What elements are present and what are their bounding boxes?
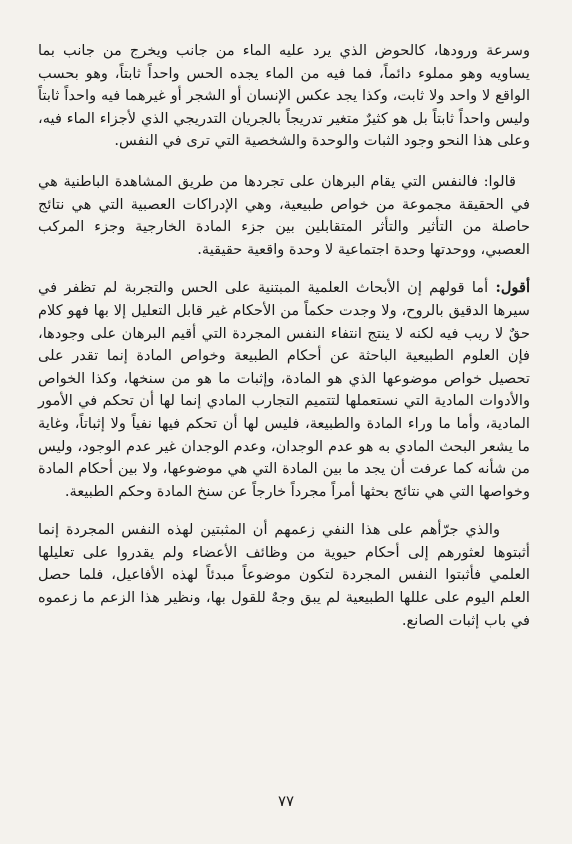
- paragraph-3-body: أما قولهم إن الأبحاث العلمية المبتنية على الحس والتجربة لم تظفر في سيرها الدقيق بالروح، ولا وجدت حكماً من الأحكام غير قابل التعليل إلا بها فهو كلام حقٌ لا ريب فيه لكنه لا ينتج انتفاء النفس المجردة التي أقيم البرهان على وجودها، فإن العلوم الطبيعية الباحثة عن أحكام الطبيعة وخواص المادة إنما تقدر على تحصيل خواص موضوعها الذي هو المادة، وإثبات ما هو من سنخها، وكذا الخواص والأدوات المادية التي نستعملها لتتميم التجارب المادي إنما لها أن تحكم في الأمور المادية، وأما ما وراء المادة والطبيعة، فليس لها أن تحكم فيها نفياً ولا إثباتاً، وغاية ما يشعر البحث المادي به هو عدم الوجدان، وعدم الوجدان غير عدم الوجود، وليس من شأنه كما عرفت أن يجد ما بين المادة التي هي موضوعها، ولا بين أحكام المادة وخواصها التي هي نتائج بحثها أمراً مجرداً خارجاً عن سنخ المادة وحكم الطبيعة.: [38, 279, 530, 500]
- page-number: ٧٧: [277, 792, 295, 810]
- paragraph-4: والذي جرّأهم على هذا النفي زعمهم أن المثبتين لهذه النفس المجردة إنما أثبتوها لعثورهم إلى أحكام حيوية من وظائف الأعضاء ولم يقدروا على تعليلها العلمي فأثبتوا النفس المجردة لتكون موضوعاً مبدئاً لهذه الأفاعيل، فلما حصل العلم اليوم على عللها الطبيعية لم يبق وجهٌ للقول بها، ونظير هذا الزعم ما زعموه في باب إثبات الصانع.: [38, 521, 530, 629]
- paragraph-3-lead: أقول:: [495, 279, 530, 297]
- paragraph-2: قالوا: فالنفس التي يقام البرهان على تجردها من طريق المشاهدة الباطنية هي في الحقيقة مجموعة من خواص طبيعية، وهي الإدراكات العصبية التي هي نتائج حاصلة من التأثير والتأثر المتقابلين بين جزء المادة الخارجية وجزء المركب العصبي، ووحدتها وحدة اجتماعية لا وحدة واقعية حقيقية.: [38, 172, 530, 258]
- paragraph-1: وسرعة ورودها، كالحوض الذي يرد عليه الماء من جانب ويخرج من جانب بما يساويه وهو مملوء دائماً، فما فيه من الماء يجده الحس واحداً ثابتاً، وهو بحسب الواقع لا واحد ولا ثابت، وكذا يجد عكس الإنسان أو الشجر أو غيرهما فيه واحداً ثابتاً وليس واحداً ثابتاً بل هو كثيرٌ متغير تدريجاً بالجريان التدريجي الذي لأجزاء الماء فيه، وعلى هذا النحو وجود الثبات والوحدة والشخصية التي ترى في النفس.: [38, 42, 530, 150]
- paragraph-3: [38, 277, 530, 503]
